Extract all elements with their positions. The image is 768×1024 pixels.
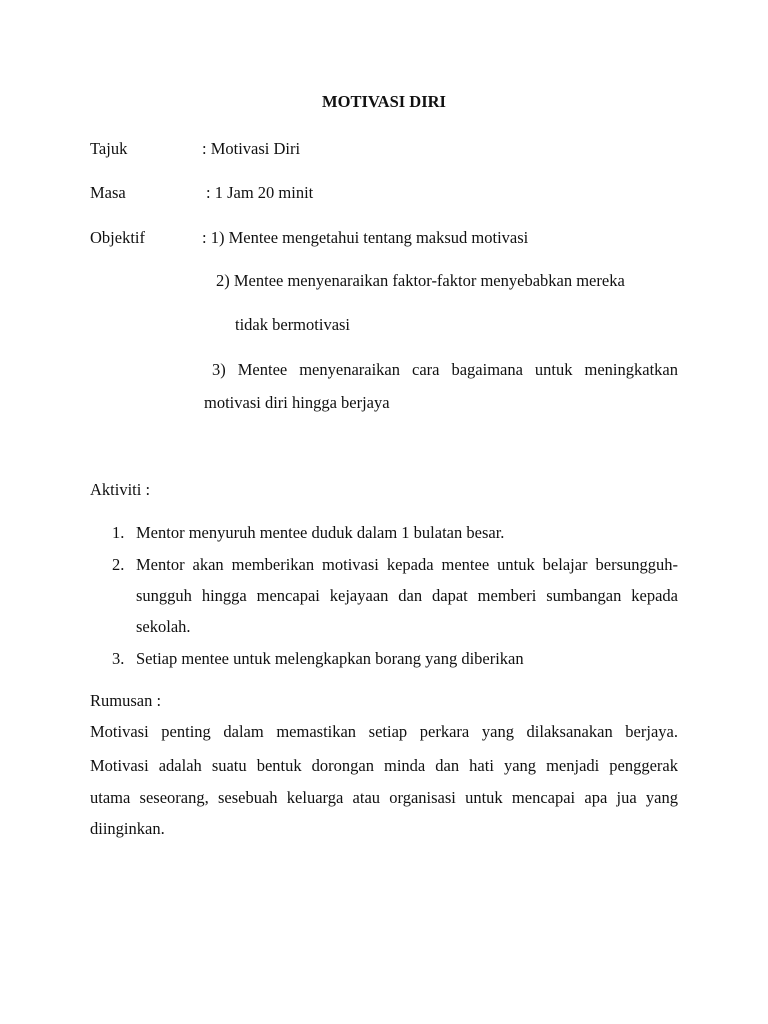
tajuk-value: : Motivasi Diri [202, 139, 301, 158]
rumusan-line-1: Motivasi penting dalam memastikan setiap perkara yang dilaksanakan berjaya. [90, 722, 678, 741]
objektif-item-2-cont: tidak bermotivasi [235, 315, 351, 334]
rumusan-heading: Rumusan : [90, 691, 162, 710]
rumusan-line-2: Motivasi adalah suatu bentuk dorongan minda dan hati yang menjadi penggerak [90, 756, 678, 775]
aktiviti-item-1-text: Mentor menyuruh mentee duduk dalam 1 bulatan besar. [136, 523, 505, 542]
objektif-item-3-cont: motivasi diri hingga berjaya [204, 393, 390, 412]
objektif-item-1: : 1) Mentee mengetahui tentang maksud motivasi [202, 228, 529, 247]
aktiviti-heading: Aktiviti : [90, 480, 151, 499]
aktiviti-item-2-line-2: sungguh hingga mencapai kejayaan dan dapat memberi sumbangan kepada [136, 586, 678, 605]
aktiviti-item-1-number: 1. [112, 523, 125, 542]
objektif-item-3: 3) Mentee menyenaraikan cara bagaimana untuk meningkatkan [212, 360, 678, 379]
tajuk-label: Tajuk [90, 139, 128, 158]
aktiviti-item-3-number: 3. [112, 649, 125, 668]
objektif-item-2: 2) Mentee menyenaraikan faktor-faktor menyebabkan mereka [216, 271, 625, 290]
objektif-label: Objektif [90, 228, 145, 247]
aktiviti-item-3-text: Setiap mentee untuk melengkapkan borang yang diberikan [136, 649, 524, 668]
aktiviti-item-2-line-3: sekolah. [136, 617, 191, 636]
rumusan-line-4: diinginkan. [90, 819, 165, 838]
aktiviti-item-2-number: 2. [112, 555, 125, 574]
rumusan-line-3: utama seseorang, sesebuah keluarga atau organisasi untuk mencapai apa jua yang [90, 788, 678, 807]
page-title: MOTIVASI DIRI [322, 92, 446, 111]
masa-value: : 1 Jam 20 minit [206, 183, 314, 202]
masa-label: Masa [90, 183, 126, 202]
aktiviti-item-2-line-1: Mentor akan memberikan motivasi kepada mentee untuk belajar bersungguh- [136, 555, 678, 574]
